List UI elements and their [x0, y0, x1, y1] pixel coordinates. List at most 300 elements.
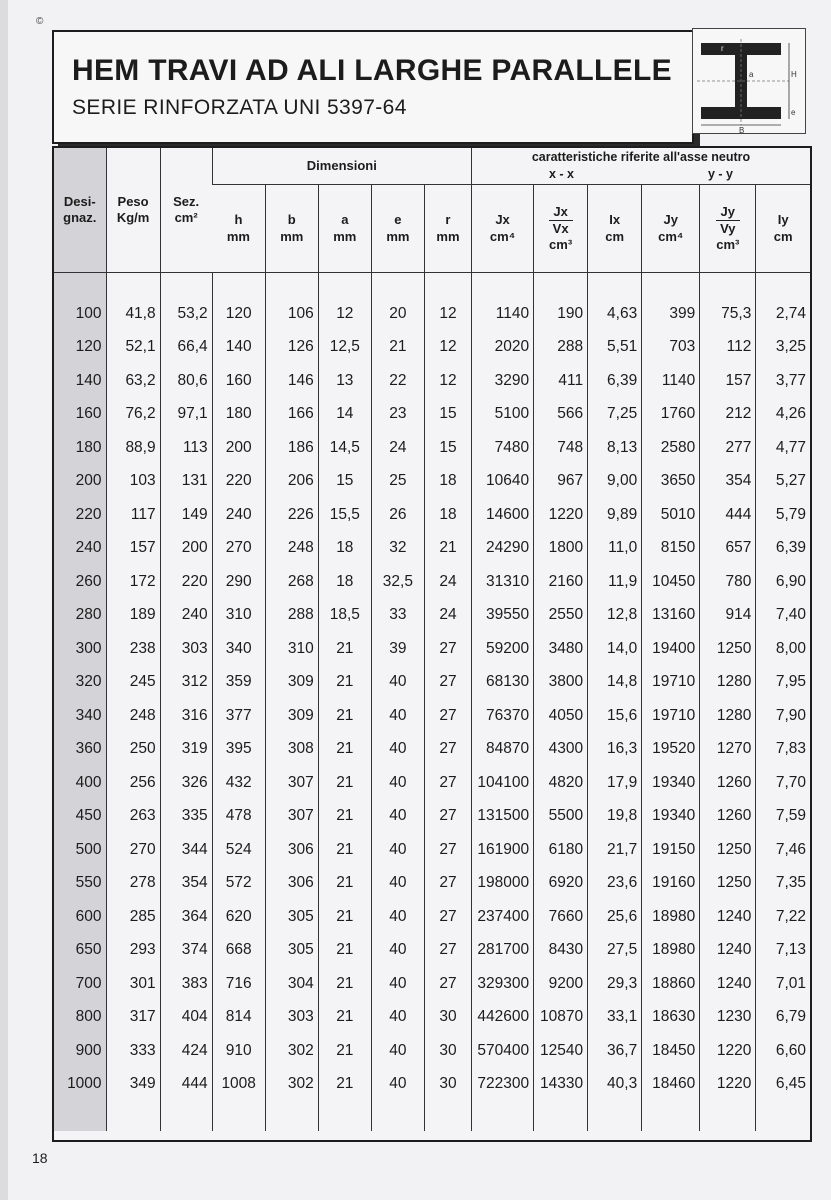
table-cell: 312 [160, 666, 212, 700]
col-group-dimensions: Dimensioni [212, 148, 471, 185]
table-cell: 40 [371, 934, 424, 968]
table-cell: 18,5 [318, 599, 371, 633]
table-cell: 53,2 [160, 297, 212, 331]
col-header-b: b mm [265, 185, 318, 273]
col-header-jx: Jx cm⁴ [472, 185, 534, 273]
table-row [54, 934, 810, 968]
table-cell: 6180 [534, 833, 588, 867]
table-cell: 317 [106, 1001, 160, 1035]
table-cell: 120 [54, 331, 106, 365]
table-cell: 1280 [700, 666, 756, 700]
table-cell: 19160 [642, 867, 700, 901]
table-cell: 131500 [472, 800, 534, 834]
table-cell: 200 [54, 465, 106, 499]
table-cell: 1220 [700, 1068, 756, 1102]
table-cell: 5,79 [756, 498, 810, 532]
col-group-axis [472, 148, 810, 185]
table-cell: 6,79 [756, 1001, 810, 1035]
table-cell: 39550 [472, 599, 534, 633]
table-cell: 238 [106, 632, 160, 666]
table-cell: 7,22 [756, 900, 810, 934]
table-cell: 23 [371, 398, 424, 432]
jy-vy-numerator: Jy [716, 204, 739, 221]
table-cell: 309 [265, 666, 318, 700]
table-cell: 18980 [642, 900, 700, 934]
table-cell: 27 [424, 833, 471, 867]
table-cell: 4820 [534, 766, 588, 800]
table-row [54, 666, 810, 700]
table-cell: 1250 [700, 632, 756, 666]
table-cell: 18 [318, 565, 371, 599]
profile-table [54, 148, 810, 1131]
beam-section-diagram [692, 28, 806, 134]
table-cell: 27,5 [588, 934, 642, 968]
table-cell: 160 [212, 364, 265, 398]
table-cell: 245 [106, 666, 160, 700]
table-cell: 172 [106, 565, 160, 599]
table-cell: 140 [54, 364, 106, 398]
table-cell: 910 [212, 1034, 265, 1068]
diagram-label-r: r [721, 44, 724, 53]
table-cell: 21 [318, 1068, 371, 1102]
table-cell: 716 [212, 967, 265, 1001]
table-cell: 25 [371, 465, 424, 499]
page-subtitle: SERIE RINFORZATA UNI 5397-64 [72, 96, 407, 119]
table-cell: 21 [318, 766, 371, 800]
table-cell: 442600 [472, 1001, 534, 1035]
table-cell: 220 [160, 565, 212, 599]
table-cell: 14,0 [588, 632, 642, 666]
table-cell: 18450 [642, 1034, 700, 1068]
page-mark: © [36, 16, 44, 27]
table-cell: 6,90 [756, 565, 810, 599]
table-cell: 7,13 [756, 934, 810, 968]
table-cell: 7,95 [756, 666, 810, 700]
table-cell: 5,51 [588, 331, 642, 365]
table-cell: 198000 [472, 867, 534, 901]
table-cell: 27 [424, 699, 471, 733]
table-cell: 304 [265, 967, 318, 1001]
table-cell: 1140 [472, 297, 534, 331]
table-cell: 1270 [700, 733, 756, 767]
table-cell: 377 [212, 699, 265, 733]
table-cell: 4050 [534, 699, 588, 733]
table-row [54, 800, 810, 834]
table-cell: 703 [642, 331, 700, 365]
diagram-label-b: B [739, 126, 745, 133]
table-cell: 354 [160, 867, 212, 901]
table-cell: 40 [371, 1001, 424, 1035]
table-cell: 27 [424, 800, 471, 834]
table-cell: 19710 [642, 666, 700, 700]
table-cell: 293 [106, 934, 160, 968]
table-cell: 63,2 [106, 364, 160, 398]
table-cell: 19520 [642, 733, 700, 767]
table-cell: 248 [106, 699, 160, 733]
table-cell: 600 [54, 900, 106, 934]
page-number: 18 [32, 1150, 48, 1166]
table-row [54, 1034, 810, 1068]
table-row [54, 1068, 810, 1102]
table-cell: 12,5 [318, 331, 371, 365]
table-cell: 36,7 [588, 1034, 642, 1068]
table-cell: 16,3 [588, 733, 642, 767]
table-cell: 250 [106, 733, 160, 767]
table-spacer-row [54, 273, 810, 298]
table-cell: 18 [424, 498, 471, 532]
table-cell: 190 [534, 297, 588, 331]
table-cell: 9,00 [588, 465, 642, 499]
table-cell: 27 [424, 632, 471, 666]
table-cell: 444 [160, 1068, 212, 1102]
table-cell: 395 [212, 733, 265, 767]
table-cell: 13160 [642, 599, 700, 633]
table-cell: 32,5 [371, 565, 424, 599]
table-cell: 113 [160, 431, 212, 465]
table-cell: 66,4 [160, 331, 212, 365]
col-header-a: a mm [318, 185, 371, 273]
table-cell: 1280 [700, 699, 756, 733]
table-cell: 2160 [534, 565, 588, 599]
table-cell: 21 [318, 666, 371, 700]
table-cell: 6,45 [756, 1068, 810, 1102]
table-cell: 40 [371, 900, 424, 934]
table-cell: 40 [371, 666, 424, 700]
table-cell: 21 [318, 1001, 371, 1035]
table-cell: 5100 [472, 398, 534, 432]
col-header-jy: Jy cm⁴ [642, 185, 700, 273]
table-cell: 700 [54, 967, 106, 1001]
table-cell: 319 [160, 733, 212, 767]
table-cell: 424 [160, 1034, 212, 1068]
table-cell: 411 [534, 364, 588, 398]
table-row [54, 331, 810, 365]
table-cell: 2,74 [756, 297, 810, 331]
table-cell: 1240 [700, 967, 756, 1001]
table-row [54, 833, 810, 867]
table-cell: 914 [700, 599, 756, 633]
table-cell: 18 [318, 532, 371, 566]
table-cell: 256 [106, 766, 160, 800]
table-cell: 2550 [534, 599, 588, 633]
table-cell: 24290 [472, 532, 534, 566]
table-cell: 97,1 [160, 398, 212, 432]
table-cell: 310 [265, 632, 318, 666]
table-cell: 399 [642, 297, 700, 331]
table-cell: 41,8 [106, 297, 160, 331]
table-cell: 40 [371, 867, 424, 901]
table-cell: 160 [54, 398, 106, 432]
table-cell: 1250 [700, 833, 756, 867]
table-cell: 180 [54, 431, 106, 465]
table-cell: 1260 [700, 766, 756, 800]
table-cell: 7,25 [588, 398, 642, 432]
table-row [54, 364, 810, 398]
table-cell: 21 [318, 733, 371, 767]
table-cell: 444 [700, 498, 756, 532]
table-cell: 8,00 [756, 632, 810, 666]
table-cell: 900 [54, 1034, 106, 1068]
table-cell: 967 [534, 465, 588, 499]
table-cell: 3650 [642, 465, 700, 499]
table-cell: 24 [371, 431, 424, 465]
col-header-ix: Ix cm [588, 185, 642, 273]
table-cell: 1220 [700, 1034, 756, 1068]
table-cell: 263 [106, 800, 160, 834]
table-cell: 33 [371, 599, 424, 633]
table-cell: 220 [212, 465, 265, 499]
table-cell: 237400 [472, 900, 534, 934]
table-cell: 21 [318, 967, 371, 1001]
table-cell: 1008 [212, 1068, 265, 1102]
table-cell: 404 [160, 1001, 212, 1035]
table-cell: 26 [371, 498, 424, 532]
profile-table-frame [52, 146, 812, 1142]
table-cell: 40 [371, 967, 424, 1001]
table-cell: 104100 [472, 766, 534, 800]
table-cell: 146 [265, 364, 318, 398]
table-cell: 344 [160, 833, 212, 867]
table-row [54, 565, 810, 599]
table-cell: 40 [371, 800, 424, 834]
table-cell: 374 [160, 934, 212, 968]
table-cell: 7,35 [756, 867, 810, 901]
table-cell: 12540 [534, 1034, 588, 1068]
col-header-r: r mm [424, 185, 471, 273]
table-cell: 76370 [472, 699, 534, 733]
table-cell: 306 [265, 833, 318, 867]
table-cell: 31310 [472, 565, 534, 599]
table-cell: 6,60 [756, 1034, 810, 1068]
table-cell: 7,01 [756, 967, 810, 1001]
table-cell: 32 [371, 532, 424, 566]
table-cell: 1230 [700, 1001, 756, 1035]
table-cell: 2020 [472, 331, 534, 365]
axis-x-label: x - x [549, 167, 575, 181]
table-cell: 281700 [472, 934, 534, 968]
table-cell: 200 [160, 532, 212, 566]
table-row [54, 498, 810, 532]
table-cell: 27 [424, 900, 471, 934]
table-cell: 12,8 [588, 599, 642, 633]
table-cell: 302 [265, 1034, 318, 1068]
table-cell: 1260 [700, 800, 756, 834]
table-cell: 10640 [472, 465, 534, 499]
table-cell: 40,3 [588, 1068, 642, 1102]
table-row [54, 599, 810, 633]
table-cell: 1800 [534, 532, 588, 566]
table-cell: 15 [318, 465, 371, 499]
jx-vx-unit: cm³ [549, 237, 573, 253]
table-cell: 450 [54, 800, 106, 834]
col-header-h: h mm [212, 185, 265, 273]
table-cell: 285 [106, 900, 160, 934]
table-cell: 180 [212, 398, 265, 432]
table-cell: 320 [54, 666, 106, 700]
jx-vx-numerator: Jx [549, 204, 573, 221]
table-cell: 226 [265, 498, 318, 532]
table-cell: 268 [265, 565, 318, 599]
table-cell: 24 [424, 565, 471, 599]
table-cell: 748 [534, 431, 588, 465]
table-cell: 3,25 [756, 331, 810, 365]
col-header-designation: Desi- gnaz. [54, 148, 106, 273]
table-cell: 30 [424, 1001, 471, 1035]
table-cell: 329300 [472, 967, 534, 1001]
table-cell: 126 [265, 331, 318, 365]
table-cell: 15 [424, 431, 471, 465]
table-cell: 27 [424, 967, 471, 1001]
table-body [54, 273, 810, 1132]
table-cell: 524 [212, 833, 265, 867]
table-cell: 288 [534, 331, 588, 365]
table-cell: 8430 [534, 934, 588, 968]
table-cell: 15,6 [588, 699, 642, 733]
table-cell: 3800 [534, 666, 588, 700]
table-cell: 240 [212, 498, 265, 532]
table-cell: 212 [700, 398, 756, 432]
table-cell: 106 [265, 297, 318, 331]
table-cell: 10450 [642, 565, 700, 599]
table-cell: 8,13 [588, 431, 642, 465]
table-cell: 100 [54, 297, 106, 331]
table-cell: 5,27 [756, 465, 810, 499]
axis-group-title: caratteristiche riferite all'asse neutro [531, 150, 751, 165]
table-cell: 19710 [642, 699, 700, 733]
table-cell: 432 [212, 766, 265, 800]
table-cell: 307 [265, 800, 318, 834]
table-cell: 1240 [700, 934, 756, 968]
table-cell: 14330 [534, 1068, 588, 1102]
table-cell: 40 [371, 1068, 424, 1102]
table-cell: 10870 [534, 1001, 588, 1035]
table-cell: 364 [160, 900, 212, 934]
table-cell: 4300 [534, 733, 588, 767]
table-cell: 30 [424, 1068, 471, 1102]
table-cell: 650 [54, 934, 106, 968]
table-cell: 2580 [642, 431, 700, 465]
table-cell: 780 [700, 565, 756, 599]
table-cell: 23,6 [588, 867, 642, 901]
table-tail-row [54, 1101, 810, 1131]
table-cell: 1250 [700, 867, 756, 901]
table-row [54, 1001, 810, 1035]
table-cell: 3,77 [756, 364, 810, 398]
table-cell: 19150 [642, 833, 700, 867]
table-cell: 103 [106, 465, 160, 499]
table-cell: 1240 [700, 900, 756, 934]
table-cell: 14600 [472, 498, 534, 532]
table-cell: 3480 [534, 632, 588, 666]
table-row [54, 900, 810, 934]
table-cell: 39 [371, 632, 424, 666]
jy-vy-denominator: Vy [720, 220, 736, 236]
table-cell: 27 [424, 934, 471, 968]
table-cell: 12 [424, 331, 471, 365]
table-cell: 14 [318, 398, 371, 432]
table-cell: 19340 [642, 766, 700, 800]
table-cell: 12 [318, 297, 371, 331]
table-row [54, 398, 810, 432]
table-cell: 300 [54, 632, 106, 666]
jy-vy-unit: cm³ [716, 237, 740, 253]
table-cell: 7,59 [756, 800, 810, 834]
h-beam-icon [693, 29, 805, 133]
table-cell: 260 [54, 565, 106, 599]
table-cell: 21,7 [588, 833, 642, 867]
table-cell: 306 [265, 867, 318, 901]
table-cell: 84870 [472, 733, 534, 767]
jx-vx-denominator: Vx [552, 220, 569, 236]
table-cell: 11,9 [588, 565, 642, 599]
table-row [54, 733, 810, 767]
table-cell: 316 [160, 699, 212, 733]
table-cell: 7,70 [756, 766, 810, 800]
table-cell: 3290 [472, 364, 534, 398]
table-cell: 8150 [642, 532, 700, 566]
table-cell: 301 [106, 967, 160, 1001]
table-cell: 149 [160, 498, 212, 532]
table-cell: 303 [265, 1001, 318, 1035]
table-cell: 117 [106, 498, 160, 532]
table-cell: 6,39 [588, 364, 642, 398]
table-cell: 76,2 [106, 398, 160, 432]
table-cell: 200 [212, 431, 265, 465]
table-cell: 33,1 [588, 1001, 642, 1035]
table-cell: 17,9 [588, 766, 642, 800]
col-header-jy-vy [700, 185, 756, 273]
table-cell: 15,5 [318, 498, 371, 532]
table-cell: 6920 [534, 867, 588, 901]
table-cell: 290 [212, 565, 265, 599]
table-cell: 6,39 [756, 532, 810, 566]
table-cell: 335 [160, 800, 212, 834]
table-cell: 206 [265, 465, 318, 499]
table-cell: 21 [424, 532, 471, 566]
table-cell: 220 [54, 498, 106, 532]
col-header-e: e mm [371, 185, 424, 273]
page-title: HEM TRAVI AD ALI LARGHE PARALLELE [72, 54, 672, 87]
table-cell: 1220 [534, 498, 588, 532]
table-cell: 4,63 [588, 297, 642, 331]
table-cell: 7,90 [756, 699, 810, 733]
table-cell: 20 [371, 297, 424, 331]
table-cell: 620 [212, 900, 265, 934]
table-cell: 14,8 [588, 666, 642, 700]
table-cell: 120 [212, 297, 265, 331]
table-row [54, 967, 810, 1001]
page [8, 0, 831, 1200]
table-cell: 59200 [472, 632, 534, 666]
table-cell: 40 [371, 766, 424, 800]
table-cell: 722300 [472, 1068, 534, 1102]
table-cell: 668 [212, 934, 265, 968]
table-cell: 7480 [472, 431, 534, 465]
table-cell: 27 [424, 666, 471, 700]
table-cell: 21 [318, 699, 371, 733]
diagram-label-e: e [791, 108, 796, 117]
table-cell: 19340 [642, 800, 700, 834]
table-row [54, 532, 810, 566]
table-cell: 572 [212, 867, 265, 901]
table-cell: 18860 [642, 967, 700, 1001]
axis-y-label: y - y [707, 167, 733, 181]
table-cell: 112 [700, 331, 756, 365]
table-cell: 40 [371, 733, 424, 767]
table-cell: 25,6 [588, 900, 642, 934]
table-cell: 310 [212, 599, 265, 633]
table-cell: 40 [371, 1034, 424, 1068]
